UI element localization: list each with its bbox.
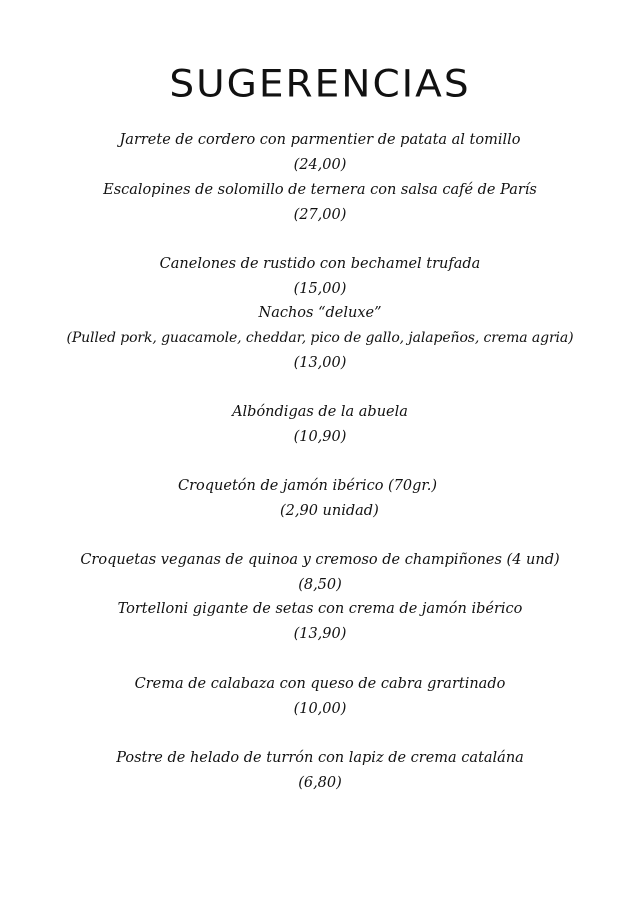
dish-price: (24,00) [293,157,347,173]
dish-price: (8,50) [298,577,342,593]
dish-name: Jarrete de cordero con parmentier de patata al tomillo [119,132,521,148]
dish-name: Escalopines de solomillo de ternera con salsa café de París [103,182,537,198]
dish-price: (6,80) [298,775,342,791]
dish-price: (10,90) [293,429,347,445]
dish-price: (2,90 unidad) [280,503,379,519]
dish-price: (13,90) [293,626,347,642]
dish-description: (Pulled pork, guacamole, cheddar, pico de gallo, jalapeños, crema agria) [66,330,574,346]
dish-name: Croquetón de jamón ibérico (70gr.) [178,478,438,494]
dish-price: (15,00) [293,281,347,297]
dish-price: (10,00) [293,701,347,717]
dish-price: (13,00) [293,355,347,371]
dish-name: Crema de calabaza con queso de cabra grartinado [134,676,506,692]
page-title: SUGERENCIAS [169,63,471,106]
dish-name: Nachos “deluxe” [258,305,382,321]
dish-name: Albóndigas de la abuela [232,404,408,420]
dish-price: (27,00) [293,207,347,223]
dish-name: Tortelloni gigante de setas con crema de jamón ibérico [117,601,523,617]
dish-name: Croquetas veganas de quinoa y cremoso de champiñones (4 und) [80,552,560,568]
dish-name: Canelones de rustido con bechamel trufada [159,256,481,272]
dish-name: Postre de helado de turrón con lapiz de crema catalána [116,750,524,766]
